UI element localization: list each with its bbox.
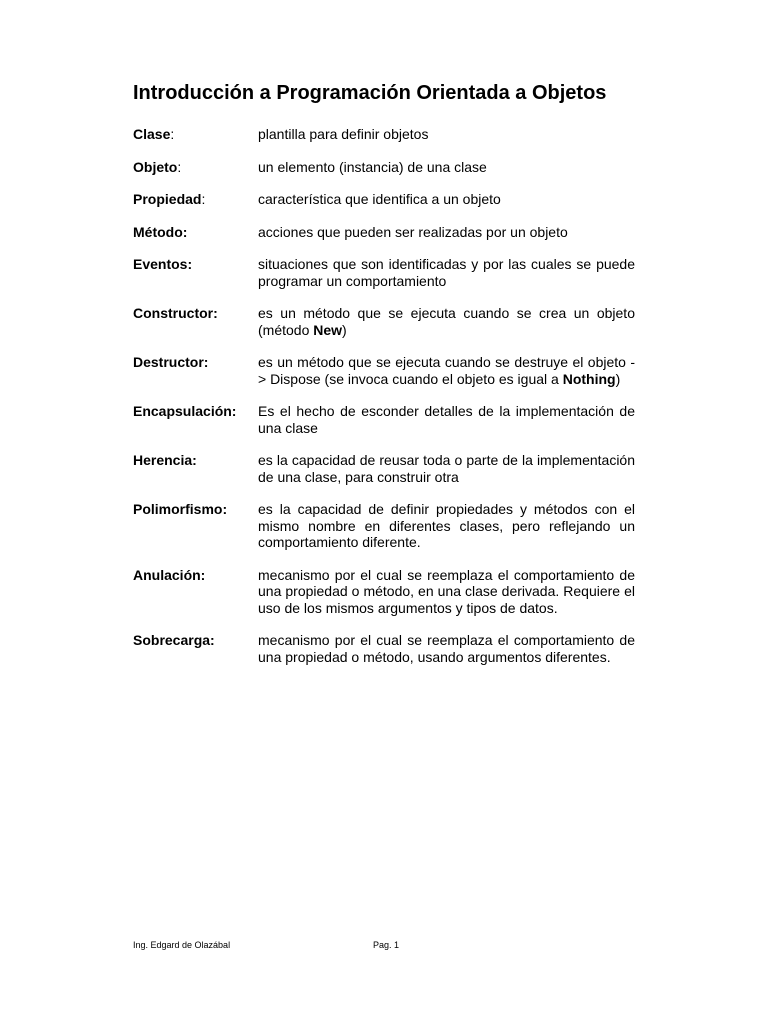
term-label: Polimorfismo:: [133, 501, 228, 517]
definition-text: es un método que se ejecuta cuando se destruye el objeto -> Dispose (se invoca cuando el objeto es igual a Nothing): [258, 354, 635, 387]
entry-metodo: [133, 224, 635, 241]
entry-clase: [133, 126, 635, 143]
definition-text: es la capacidad de definir propiedades y métodos con el mismo nombre en diferentes clases, pero reflejando un comportamiento diferente.: [258, 501, 635, 550]
definition-text: Es el hecho de esconder detalles de la implementación de una clase: [258, 403, 635, 436]
entry-encapsulacion: [133, 403, 635, 436]
term-label: Propiedad:: [133, 191, 206, 207]
term-label: Objeto:: [133, 158, 182, 175]
definition-text: mecanismo por el cual se reemplaza el comportamiento de una propiedad o método, usando argumentos diferentes.: [258, 632, 635, 665]
keyword-new: New: [313, 321, 343, 338]
footer-page-number: Pag. 1: [373, 940, 400, 950]
footer-author: Ing. Edgard de Olazábal: [133, 940, 231, 950]
entry-anulacion: [133, 567, 635, 617]
term-label: Eventos:: [133, 256, 193, 272]
term-label: Destructor:: [133, 354, 209, 370]
definition-text: plantilla para definir objetos: [258, 126, 429, 142]
definition-text: es un método que se ejecuta cuando se crea un objeto (método New): [258, 305, 635, 338]
definition-text: es la capacidad de reusar toda o parte de la implementación de una clase, para construir otra: [258, 452, 635, 485]
entry-propiedad: [133, 191, 635, 208]
term-label: Encapsulación:: [133, 403, 237, 419]
document-body: [133, 80, 635, 681]
definition-text: característica que identifica a un objeto: [258, 191, 501, 207]
entry-sobrecarga: [133, 632, 635, 665]
entry-eventos: [133, 256, 635, 289]
page-title: Introducción a Programación Orientada a Objetos: [133, 82, 607, 104]
keyword-nothing: Nothing: [562, 370, 616, 387]
entry-destructor: [133, 354, 635, 387]
entry-polimorfismo: [133, 501, 635, 551]
definition-text: mecanismo por el cual se reemplaza el comportamiento de una propiedad o método, en una clase derivada. Requiere el uso de los mismos argumentos y tipos de datos.: [258, 566, 635, 616]
definition-text: un elemento (instancia) de una clase: [258, 158, 487, 175]
term-label: Constructor:: [133, 305, 218, 321]
entry-herencia: [133, 452, 635, 485]
term-label: Sobrecarga:: [133, 632, 215, 648]
entry-constructor: [133, 305, 635, 338]
definition-text: acciones que pueden ser realizadas por un objeto: [258, 223, 568, 240]
term-label: Anulación:: [133, 566, 206, 583]
term-label: Clase:: [133, 126, 175, 142]
entry-objeto: [133, 159, 635, 176]
term-label: Herencia:: [133, 452, 197, 468]
definition-text: situaciones que son identificadas y por las cuales se puede programar un comportamiento: [258, 256, 635, 289]
term-label: Método:: [133, 223, 188, 240]
